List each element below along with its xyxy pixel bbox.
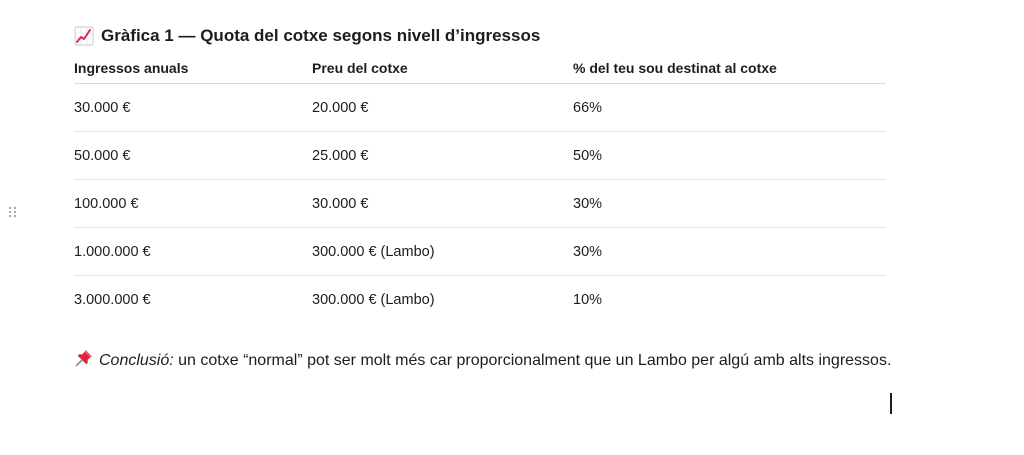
table-row	[74, 132, 886, 180]
car-price-cell: 20.000 €	[312, 99, 369, 116]
income-cell: 30.000 €	[74, 99, 131, 116]
column-header: Preu del cotxe	[312, 59, 408, 76]
table-row	[74, 84, 886, 132]
conclusion-paragraph	[74, 346, 894, 375]
conclusion-text: un cotxe “normal” pot ser molt més car proporcionalment que un Lambo per algú amb alts ingressos.	[173, 352, 892, 369]
table-row	[74, 228, 886, 276]
data-table	[74, 52, 886, 323]
car-price-cell: 30.000 €	[312, 195, 369, 212]
salary-share-cell: 50%	[573, 147, 603, 164]
salary-share-cell: 10%	[573, 291, 603, 308]
income-cell: 1.000.000 €	[74, 243, 151, 260]
table-row	[74, 276, 886, 323]
text-cursor	[890, 393, 892, 414]
income-cell: 3.000.000 €	[74, 291, 151, 308]
car-price-cell: 300.000 € (Lambo)	[312, 291, 435, 308]
column-header: % del teu sou destinat al cotxe	[573, 59, 777, 76]
column-header: Ingressos anuals	[74, 59, 189, 76]
salary-share-cell: 30%	[573, 243, 603, 260]
conclusion-label: Conclusió:	[99, 352, 174, 369]
car-price-cell: 300.000 € (Lambo)	[312, 243, 435, 260]
drag-handle-icon[interactable]	[9, 207, 17, 219]
table-header-row	[74, 52, 886, 84]
section-heading	[74, 26, 540, 46]
salary-share-cell: 66%	[573, 99, 603, 116]
heading-text: Gràfica 1 — Quota del cotxe segons nivell d’ingressos	[101, 26, 541, 45]
table-row	[74, 180, 886, 228]
income-cell: 50.000 €	[74, 147, 131, 164]
chart-increasing-icon	[74, 26, 94, 46]
income-cell: 100.000 €	[74, 195, 139, 212]
salary-share-cell: 30%	[573, 195, 603, 212]
pushpin-icon	[74, 348, 94, 368]
car-price-cell: 25.000 €	[312, 147, 369, 164]
